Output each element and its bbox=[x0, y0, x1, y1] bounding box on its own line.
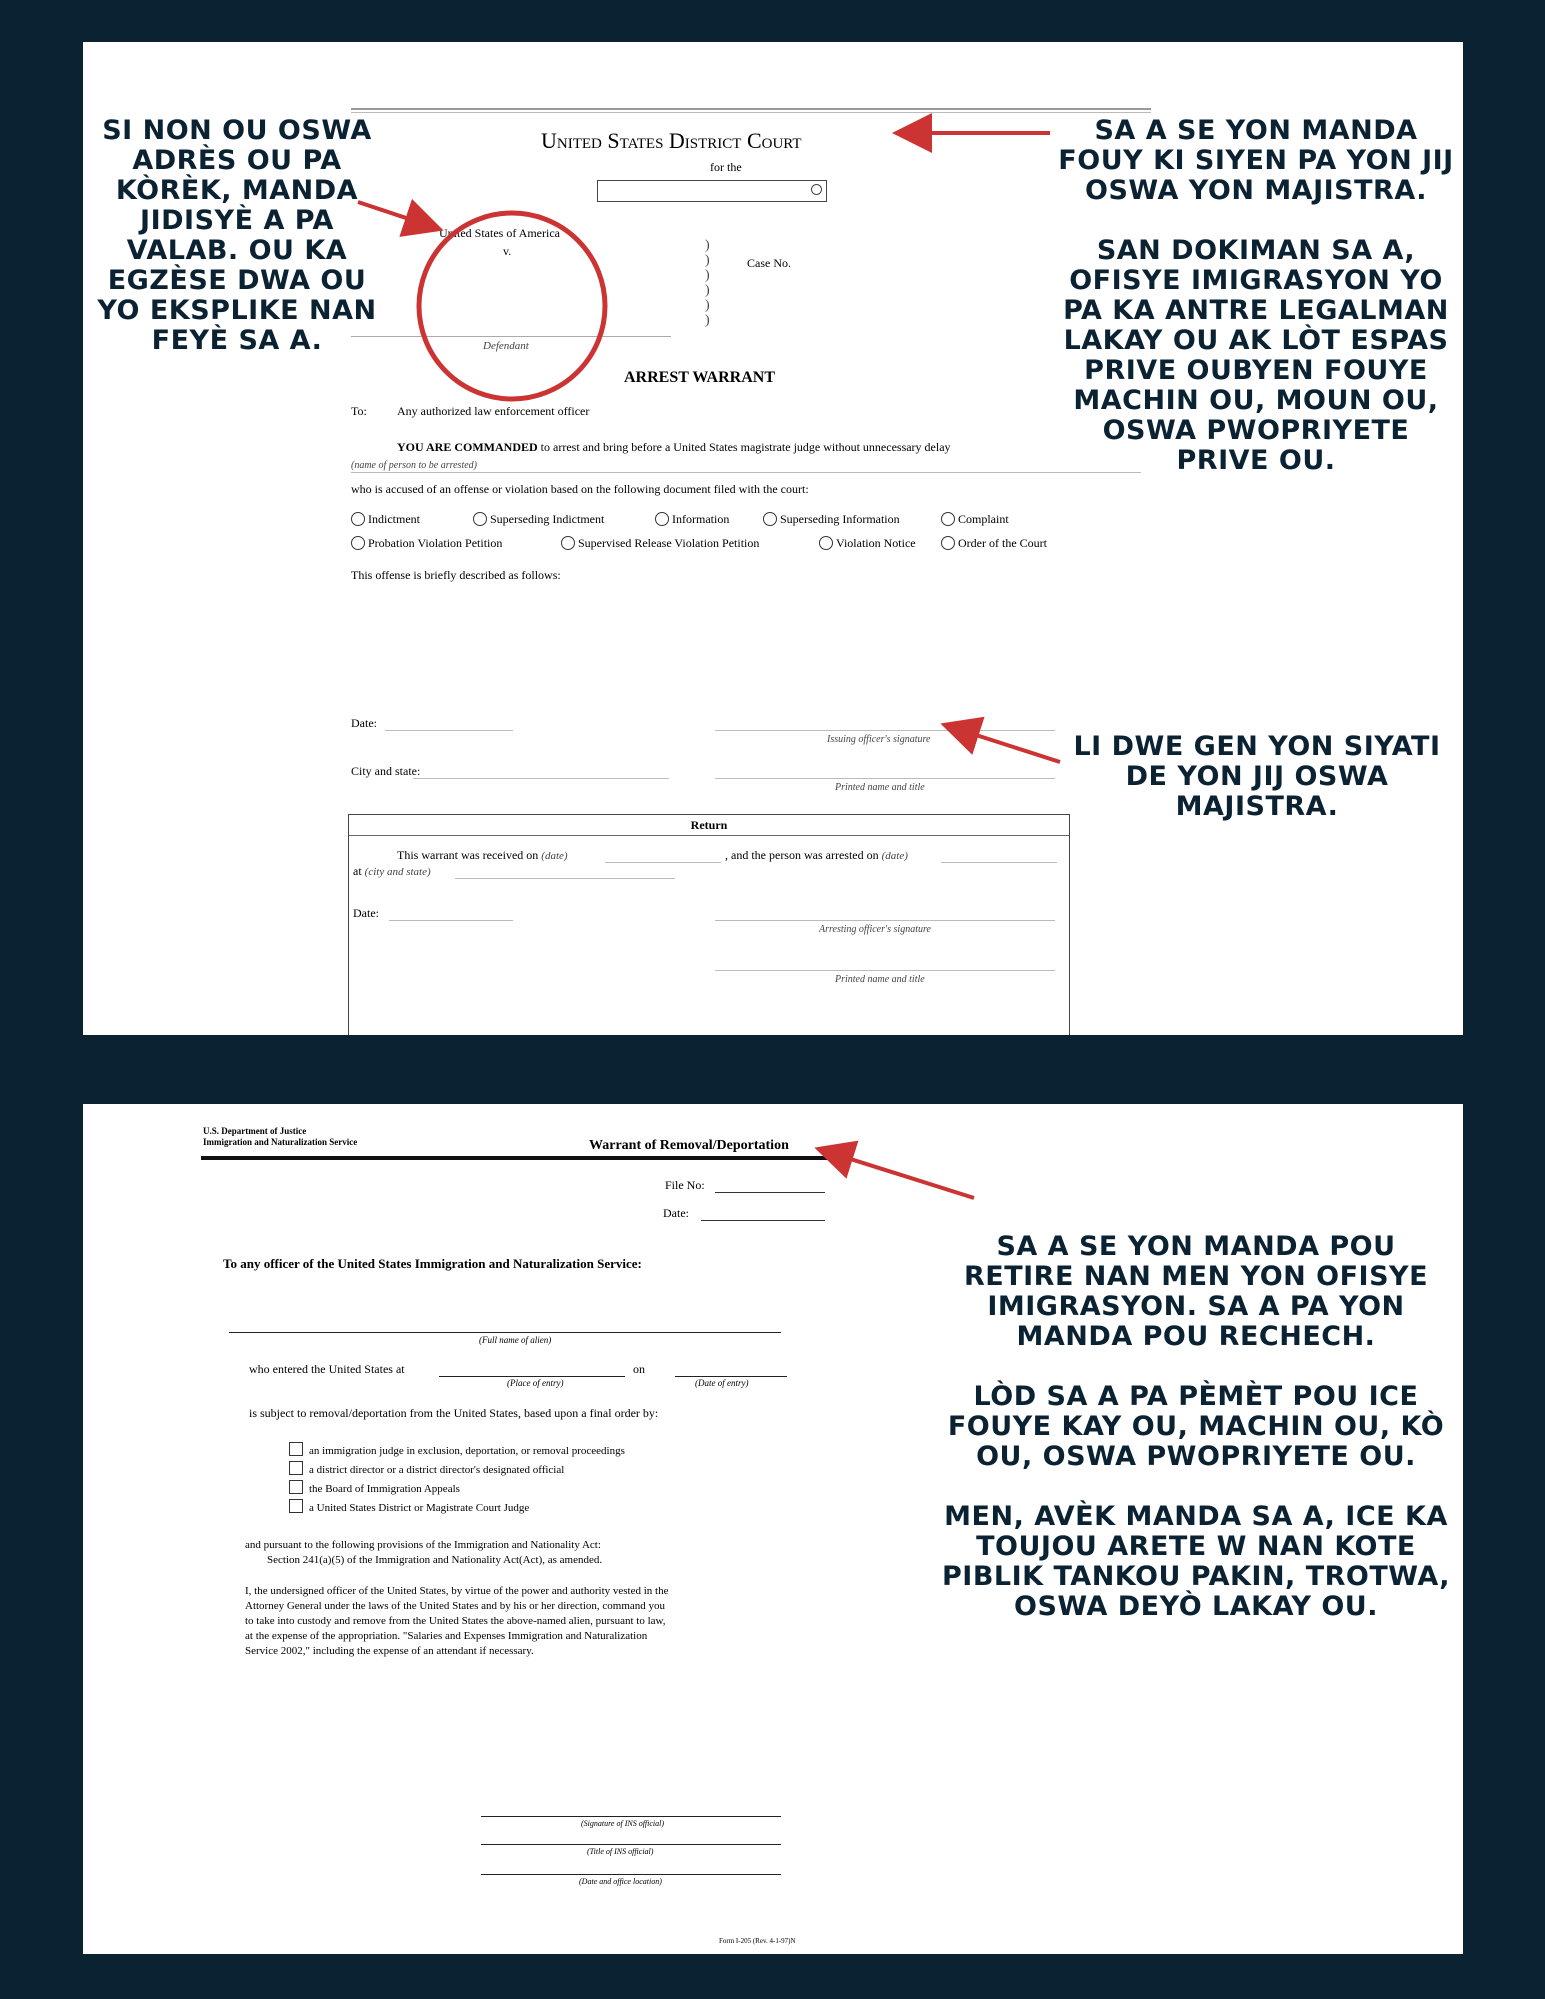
date-label: Date: bbox=[351, 716, 377, 730]
issuing-sig-label: Issuing officer's signature bbox=[827, 734, 931, 745]
court-title: United States District Court bbox=[541, 128, 802, 153]
return-date-label: Date: bbox=[353, 906, 379, 920]
annotation-top-left: SI NON OU OSWA ADRÈS OU PA KÒRÈK, MANDA JIDISYÈ A PA VALAB. OU KA EGZÈSE DWA OU YO EKSPLIKE NAN FEYÈ SA A. bbox=[97, 115, 377, 356]
removal-title: Warrant of Removal/Deportation bbox=[589, 1138, 789, 1153]
on-text: on bbox=[633, 1362, 645, 1376]
name-hint: (name of person to be arrested) bbox=[351, 460, 477, 471]
option-information[interactable]: Information bbox=[655, 512, 763, 527]
commanded-rest: to arrest and bring before a United States magistrate judge without unnecessary delay bbox=[540, 440, 951, 454]
return-printed-label: Printed name and title bbox=[835, 974, 925, 985]
form-number: Form I-205 (Rev. 4-1-97)N bbox=[719, 1937, 796, 1945]
printed-name-label: Printed name and title bbox=[835, 782, 925, 793]
option-order-of-court[interactable]: Order of the Court bbox=[941, 536, 1047, 551]
arrest-warrant-title: ARREST WARRANT bbox=[624, 369, 775, 386]
to-value: Any authorized law enforcement officer bbox=[397, 404, 590, 418]
received-line: This warrant was received on (date) bbox=[397, 848, 568, 862]
to-officer-text: To any officer of the United States Immigration and Naturalization Service: bbox=[223, 1256, 642, 1271]
to-label: To: bbox=[351, 404, 367, 418]
arrow-removal-title bbox=[822, 1150, 974, 1198]
subject-text: is subject to removal/deportation from the United States, based upon a final order by: bbox=[249, 1406, 659, 1420]
defendant-circle bbox=[419, 213, 605, 399]
date-office-label: (Date and office location) bbox=[579, 1877, 662, 1886]
bracket: ) ) ) ) ) ) bbox=[705, 238, 710, 328]
file-no-label: File No: bbox=[665, 1178, 705, 1192]
city-state-label: City and state: bbox=[351, 764, 421, 778]
order-option-bia[interactable]: the Board of Immigration Appeals bbox=[289, 1480, 625, 1499]
agency-name: U.S. Department of Justice Immigration and Naturalization Service bbox=[203, 1126, 358, 1147]
versus-label: v. bbox=[503, 244, 512, 258]
authority-paragraph: I, the undersigned officer of the United States, by virtue of the power and authority vested in the Attorney General under the laws of the United States and by his or her direction, command you to take into custody and remove from the United States the above-named alien, pursuant to law, at the expense of the appropriation. "Salaries and Expenses Immigration and Naturalization Service 2002," including the expense of an attendant if necessary. bbox=[245, 1585, 669, 1657]
order-option-district-director[interactable]: a district director or a district director's designated official bbox=[289, 1461, 625, 1480]
arrested-line: , and the person was arrested on (date) bbox=[725, 848, 908, 862]
sig-ins-label: (Signature of INS official) bbox=[581, 1819, 665, 1828]
alien-name-hint: (Full name of alien) bbox=[479, 1335, 552, 1345]
arresting-sig-label: Arresting officer's signature bbox=[819, 924, 931, 935]
annotation-bottom-right: SA A SE YON MANDA POU RETIRE NAN MEN YON OFISYE IMIGRASYON. SA A PA YON MANDA POU RECHECH. LÒD SA A PA PÈMÈT POU ICE FOUYE KAY OU, MACHIN OU, KÒ OU, OSWA PWOPRIYETE OU. MEN, AVÈK MANDA SA A, ICE KA TOUJOU ARETE W NAN KOTE PIBLIK TANKOU PAKIN, TROTWA, OSWA DEYÒ LAKAY OU. bbox=[942, 1231, 1451, 1622]
option-supervised-release[interactable]: Supervised Release Violation Petition bbox=[561, 536, 819, 551]
option-indictment[interactable]: Indictment bbox=[351, 512, 473, 527]
option-superseding-indictment[interactable]: Superseding Indictment bbox=[473, 512, 655, 527]
arrow-defendant bbox=[358, 202, 436, 228]
at-line: at (city and state) bbox=[353, 864, 431, 878]
option-violation-notice[interactable]: Violation Notice bbox=[819, 536, 941, 551]
annotation-top-right: SA A SE YON MANDA FOUY KI SIYEN PA YON JIJ OSWA YON MAJISTRA. SAN DOKIMAN SA A, OFISYE IMIGRASYON YO PA KA ANTRE LEGALMAN LAKAY OU AK LÒT ESPAS PRIVE OUBYEN FOUYE MACHIN OU, MOUN OU, OSWA PWOPRIYETE PRIVE OU. bbox=[1058, 115, 1454, 476]
title-ins-label: (Title of INS official) bbox=[587, 1847, 654, 1856]
accused-text: who is accused of an offense or violation based on the following document filed with the court: bbox=[351, 482, 809, 496]
entered-text: who entered the United States at bbox=[249, 1362, 405, 1376]
order-option-court-judge[interactable]: a United States District or Magistrate Court Judge bbox=[289, 1499, 625, 1518]
case-no-label: Case No. bbox=[747, 256, 791, 270]
option-complaint[interactable]: Complaint bbox=[941, 512, 1009, 527]
annotation-signature: LI DWE GEN YON SIYATI DE YON JIJ OSWA MAJISTRA. bbox=[1073, 731, 1441, 822]
plaintiff-name: United States of America bbox=[439, 226, 560, 240]
arrow-signature bbox=[948, 726, 1060, 762]
defendant-label: Defendant bbox=[483, 340, 529, 352]
place-entry-hint: (Place of entry) bbox=[507, 1378, 564, 1388]
order-option-ij[interactable]: an immigration judge in exclusion, deportation, or removal proceedings bbox=[289, 1442, 625, 1461]
for-the-label: for the bbox=[710, 160, 742, 174]
return-title: Return bbox=[349, 815, 1069, 836]
commanded-bold: YOU ARE COMMANDED bbox=[397, 440, 538, 454]
removal-date-label: Date: bbox=[663, 1206, 689, 1220]
date-entry-hint: (Date of entry) bbox=[695, 1378, 749, 1388]
option-superseding-information[interactable]: Superseding Information bbox=[763, 512, 941, 527]
pursuant-text: and pursuant to the following provisions of the Immigration and Nationality Act: Section 241(a)(5) of the Immigration and Nationality Act(Act), as amended. bbox=[245, 1539, 603, 1566]
option-probation-violation[interactable]: Probation Violation Petition bbox=[351, 536, 561, 551]
offense-text: This offense is briefly described as follows: bbox=[351, 568, 561, 582]
